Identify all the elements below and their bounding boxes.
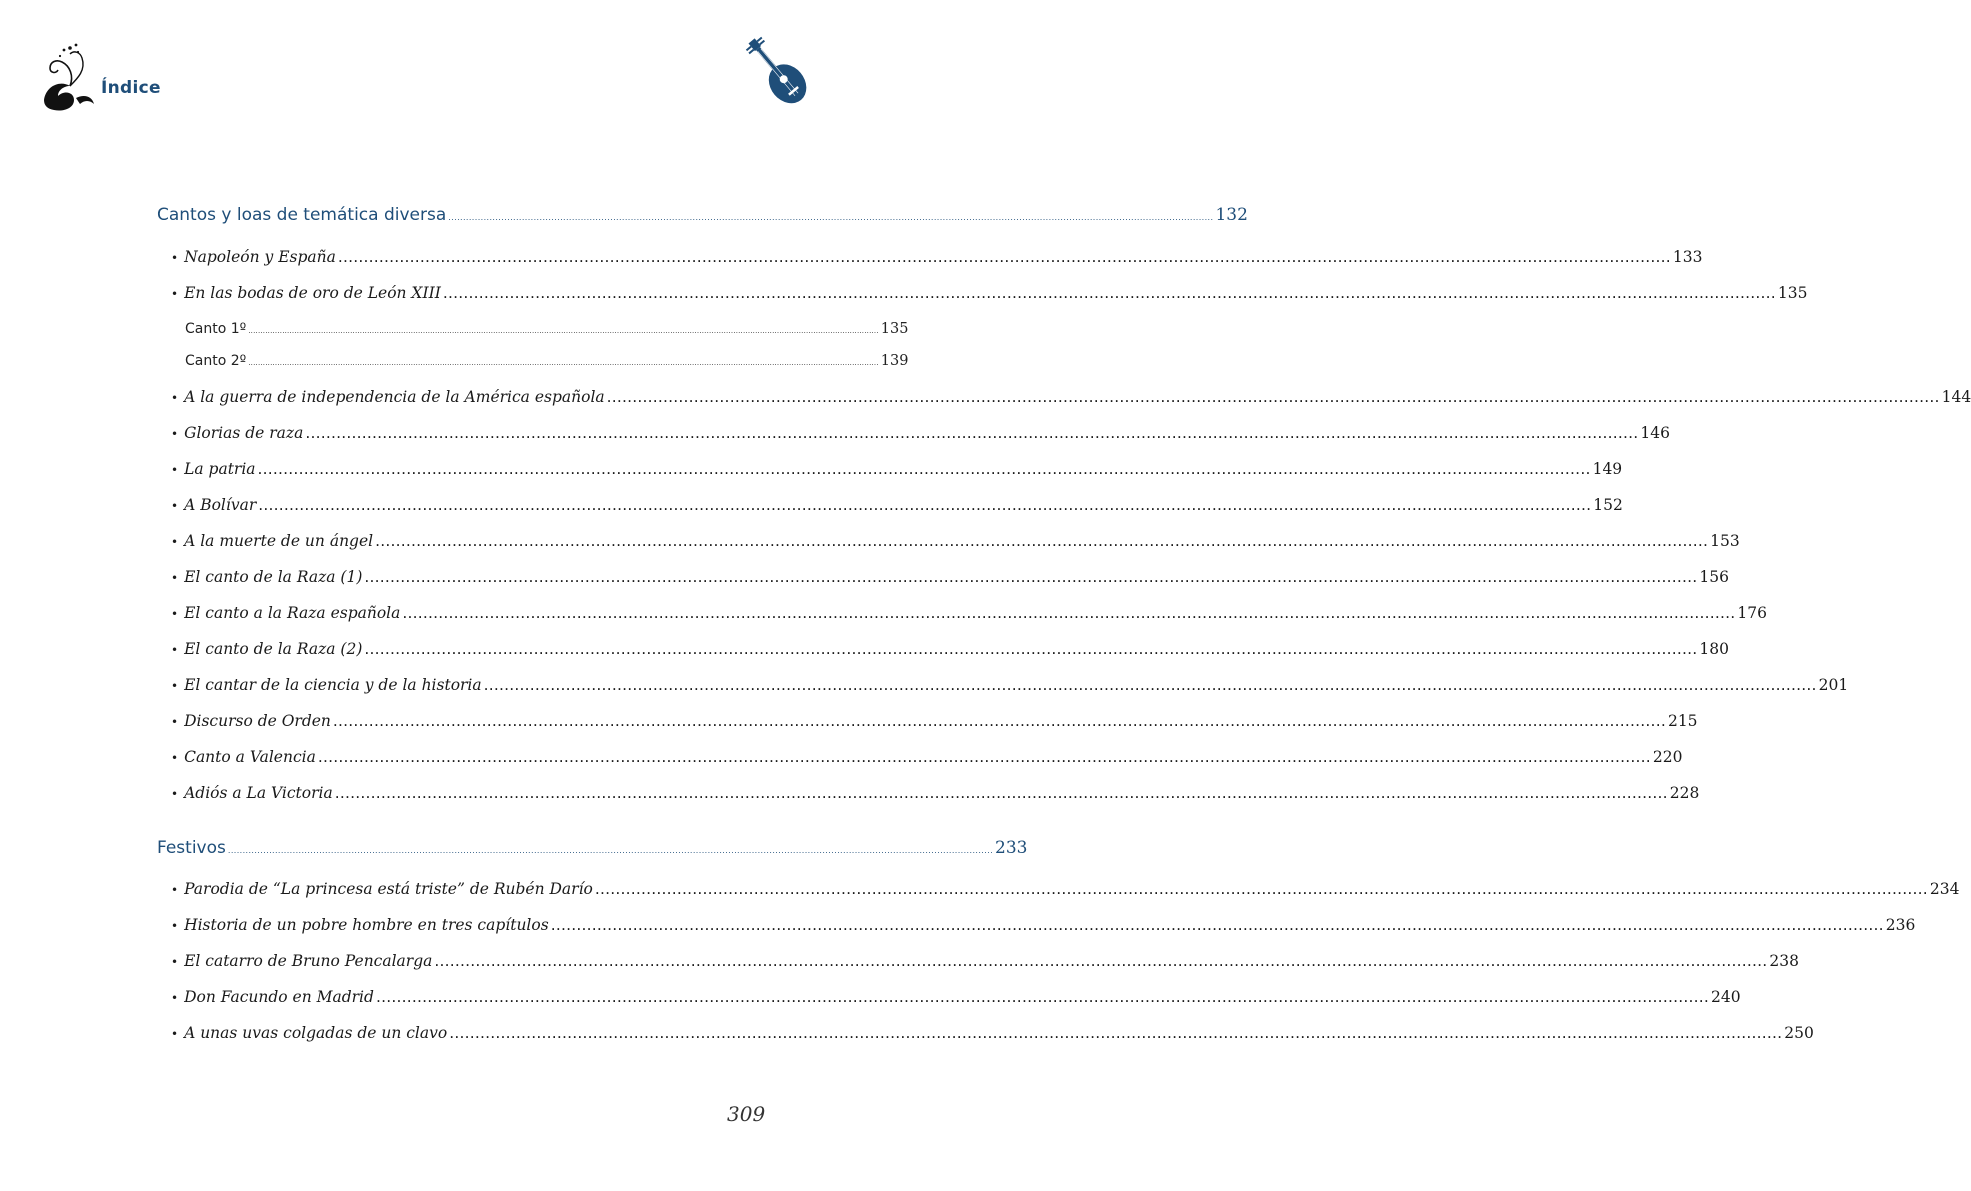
toc-entry[interactable]: [157, 784, 1700, 802]
toc-leader: ....................................................................................................................................................................................................................................................................: [434, 952, 1768, 970]
bullet-icon: •: [171, 787, 179, 801]
toc-page-number: 233: [995, 838, 1028, 858]
page-title: Índice: [101, 78, 161, 98]
toc-entry-title: Historia de un pobre hombre en tres capítulos: [184, 916, 549, 934]
toc-subentry-title: Canto 1º: [185, 321, 247, 337]
toc-entry[interactable]: [157, 712, 1698, 730]
toc-entry-title: En las bodas de oro de León XIII: [184, 284, 441, 302]
toc-leader: ....................................................................................................................................................................................................................................................................: [258, 496, 1592, 514]
toc-entry-title: A la muerte de un ángel: [184, 532, 374, 550]
toc-page-number: 156: [1699, 568, 1729, 586]
toc-page-number: 180: [1699, 640, 1729, 658]
bullet-icon: •: [171, 991, 179, 1005]
bullet-icon: •: [171, 715, 179, 729]
toc-entry-title: Napoleón y España: [184, 248, 336, 266]
toc-entry[interactable]: [157, 284, 1808, 302]
toc-page-number: 144: [1941, 388, 1971, 406]
toc-leader: ....................................................................................................................................................................................................................................................................: [332, 712, 1666, 730]
toc-page-number: 153: [1710, 532, 1740, 550]
toc-leader: ....................................................................................................................................................................................................................................................................: [364, 568, 1698, 586]
toc-leader: ....................................................................................................................................................................................................................................................................: [227, 846, 994, 855]
toc-leader: ....................................................................................................................................................................................................................................................................: [550, 916, 1884, 934]
toc-page-number: 133: [1672, 248, 1703, 266]
bullet-icon: •: [171, 571, 179, 585]
bullet-icon: •: [171, 1027, 179, 1041]
toc-page-number: 149: [1592, 460, 1623, 478]
toc-page-number: 139: [880, 353, 909, 369]
bullet-icon: •: [171, 955, 179, 969]
toc-page-number: 228: [1669, 784, 1700, 802]
toc-leader: ....................................................................................................................................................................................................................................................................: [448, 213, 1214, 222]
toc-entry-title: Glorias de raza: [184, 424, 304, 442]
toc-leader: ....................................................................................................................................................................................................................................................................: [375, 532, 1709, 550]
toc-leader: ....................................................................................................................................................................................................................................................................: [375, 988, 1709, 1006]
toc-entry-title: A Bolívar: [184, 496, 257, 514]
toc-leader: ....................................................................................................................................................................................................................................................................: [334, 784, 1668, 802]
toc-entry[interactable]: [157, 916, 1916, 934]
toc-entry[interactable]: [157, 496, 1623, 514]
toc-leader: ....................................................................................................................................................................................................................................................................: [317, 748, 1651, 766]
bullet-icon: •: [171, 919, 179, 933]
toc-section[interactable]: [157, 838, 1028, 858]
toc-page-number: 236: [1885, 916, 1916, 934]
toc-page-number: 220: [1652, 748, 1683, 766]
toc-page-number: 135: [880, 321, 909, 337]
toc-entry-title: Discurso de Orden: [184, 712, 331, 730]
toc-page-number: 234: [1929, 880, 1960, 898]
toc-entry-title: La patria: [184, 460, 256, 478]
toc-leader: ....................................................................................................................................................................................................................................................................: [442, 284, 1776, 302]
toc-entry[interactable]: [157, 460, 1623, 478]
mandolin-icon: [734, 28, 818, 112]
toc-entry[interactable]: [157, 880, 1960, 898]
toc-entry-title: El canto de la Raza (1): [184, 568, 363, 586]
toc-entry[interactable]: [157, 604, 1767, 622]
toc-subentry[interactable]: [157, 321, 909, 337]
toc-leader: ....................................................................................................................................................................................................................................................................: [402, 604, 1736, 622]
toc-entry-title: Canto a Valencia: [184, 748, 316, 766]
bullet-icon: •: [171, 643, 179, 657]
toc-subentry-title: Canto 2º: [185, 353, 247, 369]
toc-entry[interactable]: [157, 568, 1729, 586]
toc-entry[interactable]: [157, 424, 1670, 442]
toc-entry[interactable]: [157, 952, 1799, 970]
toc-leader: ....................................................................................................................................................................................................................................................................: [594, 880, 1928, 898]
bullet-icon: •: [171, 751, 179, 765]
bullet-icon: •: [171, 427, 179, 441]
toc-entry[interactable]: [157, 640, 1729, 658]
toc-leader: ....................................................................................................................................................................................................................................................................: [305, 424, 1639, 442]
toc-page-number: 176: [1737, 604, 1767, 622]
bullet-icon: •: [171, 391, 179, 405]
toc-entry-title: Parodia de “La princesa está triste” de Rubén Darío: [184, 880, 593, 898]
toc-page-number: 201: [1818, 676, 1849, 694]
toc-leader: ....................................................................................................................................................................................................................................................................: [257, 460, 1591, 478]
toc-page-number: 215: [1667, 712, 1698, 730]
toc-entry[interactable]: [157, 532, 1740, 550]
toc-entry-title: El canto de la Raza (2): [184, 640, 363, 658]
toc-leader: ....................................................................................................................................................................................................................................................................: [483, 676, 1817, 694]
bullet-icon: •: [171, 463, 179, 477]
toc-entry-title: Adiós a La Victoria: [184, 784, 333, 802]
page-number: 309: [727, 1102, 766, 1126]
bullet-icon: •: [171, 499, 179, 513]
toc-section-title: Cantos y loas de temática diversa: [157, 205, 447, 225]
toc-entry-title: A la guerra de independencia de la América española: [184, 388, 605, 406]
toc-entry[interactable]: [157, 988, 1741, 1006]
toc-entry-title: El canto a la Raza española: [184, 604, 401, 622]
toc-section-title: Festivos: [157, 838, 226, 858]
floral-ornament-icon: [40, 40, 104, 116]
bullet-icon: •: [171, 607, 179, 621]
toc-leader: ....................................................................................................................................................................................................................................................................: [449, 1024, 1783, 1042]
bullet-icon: •: [171, 535, 179, 549]
bullet-icon: •: [171, 251, 179, 265]
toc-page-number: 135: [1777, 284, 1808, 302]
toc-leader: ....................................................................................................................................................................................................................................................................: [248, 327, 879, 335]
toc-section[interactable]: [157, 205, 1248, 225]
toc-page-number: 152: [1593, 496, 1623, 514]
toc-page-number: 240: [1710, 988, 1741, 1006]
toc-entry-title: El catarro de Bruno Pencalarga: [184, 952, 433, 970]
bullet-icon: •: [171, 883, 179, 897]
toc-entry[interactable]: [157, 1024, 1814, 1042]
toc-leader: ....................................................................................................................................................................................................................................................................: [364, 640, 1698, 658]
toc-entry[interactable]: [157, 248, 1703, 266]
toc-page-number: 250: [1784, 1024, 1814, 1042]
toc-entry-title: A unas uvas colgadas de un clavo: [184, 1024, 448, 1042]
toc-entry[interactable]: [157, 748, 1683, 766]
toc-page-number: 146: [1640, 424, 1670, 442]
toc-entry[interactable]: [157, 388, 1971, 406]
toc-leader: ....................................................................................................................................................................................................................................................................: [337, 248, 1671, 266]
toc-leader: ....................................................................................................................................................................................................................................................................: [248, 359, 879, 367]
bullet-icon: •: [171, 679, 179, 693]
toc-entry-title: Don Facundo en Madrid: [184, 988, 374, 1006]
toc-subentry[interactable]: [157, 353, 909, 369]
toc-page-number: 238: [1769, 952, 1799, 970]
toc-page-number: 132: [1215, 205, 1248, 225]
bullet-icon: •: [171, 287, 179, 301]
toc-entry[interactable]: [157, 676, 1849, 694]
toc-entry-title: El cantar de la ciencia y de la historia: [184, 676, 482, 694]
toc-leader: ....................................................................................................................................................................................................................................................................: [606, 388, 1940, 406]
